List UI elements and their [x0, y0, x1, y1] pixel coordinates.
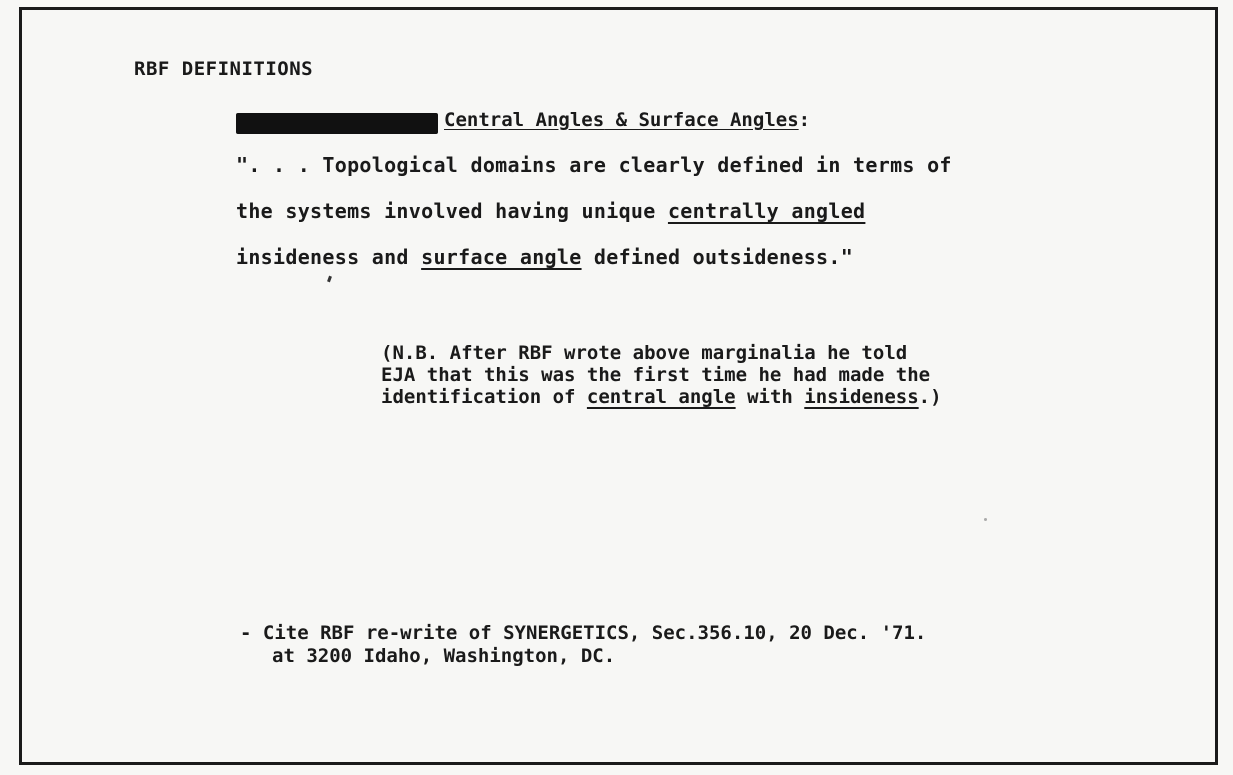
quote-surface-angle: surface angle	[421, 245, 582, 269]
quote-centrally-angled: centrally angled	[667, 199, 866, 223]
quote-line-3-text-a: insideness and	[236, 245, 422, 269]
quote-line-2	[236, 199, 865, 223]
quote-line-3-text-b: defined outsideness."	[581, 245, 854, 269]
note-line-1: (N.B. After RBF wrote above marginalia he told	[381, 342, 908, 364]
note-line-3-text-c: .)	[918, 386, 942, 408]
quote-line-2-text: the systems involved having unique	[236, 199, 668, 223]
note-line-2: EJA that this was the first time he had made the	[381, 364, 931, 386]
subheading-surface-angles: Surface Angles	[638, 109, 799, 131]
page-title: RBF DEFINITIONS	[134, 58, 314, 80]
subheading-colon: :	[798, 109, 811, 131]
quote-line-1: ". . . Topological domains are clearly defined in terms of	[236, 153, 952, 177]
note-line-3-text-b: with	[735, 386, 805, 408]
redaction-bar	[236, 113, 438, 134]
citation-line-2: at 3200 Idaho, Washington, DC.	[272, 645, 616, 667]
citation-line-1: - Cite RBF re-write of SYNERGETICS, Sec.356.10, 20 Dec. '71.	[240, 622, 927, 644]
note-insideness: insideness	[804, 386, 919, 408]
subheading-ampersand: &	[604, 109, 639, 131]
note-line-3-text-a: identification of	[381, 386, 587, 408]
note-line-3	[381, 386, 942, 408]
subheading	[444, 109, 810, 131]
quote-line-3	[236, 245, 853, 269]
paper-speck	[984, 518, 987, 521]
note-central-angle: central angle	[586, 386, 736, 408]
subheading-central-angles: Central Angles	[444, 109, 605, 131]
